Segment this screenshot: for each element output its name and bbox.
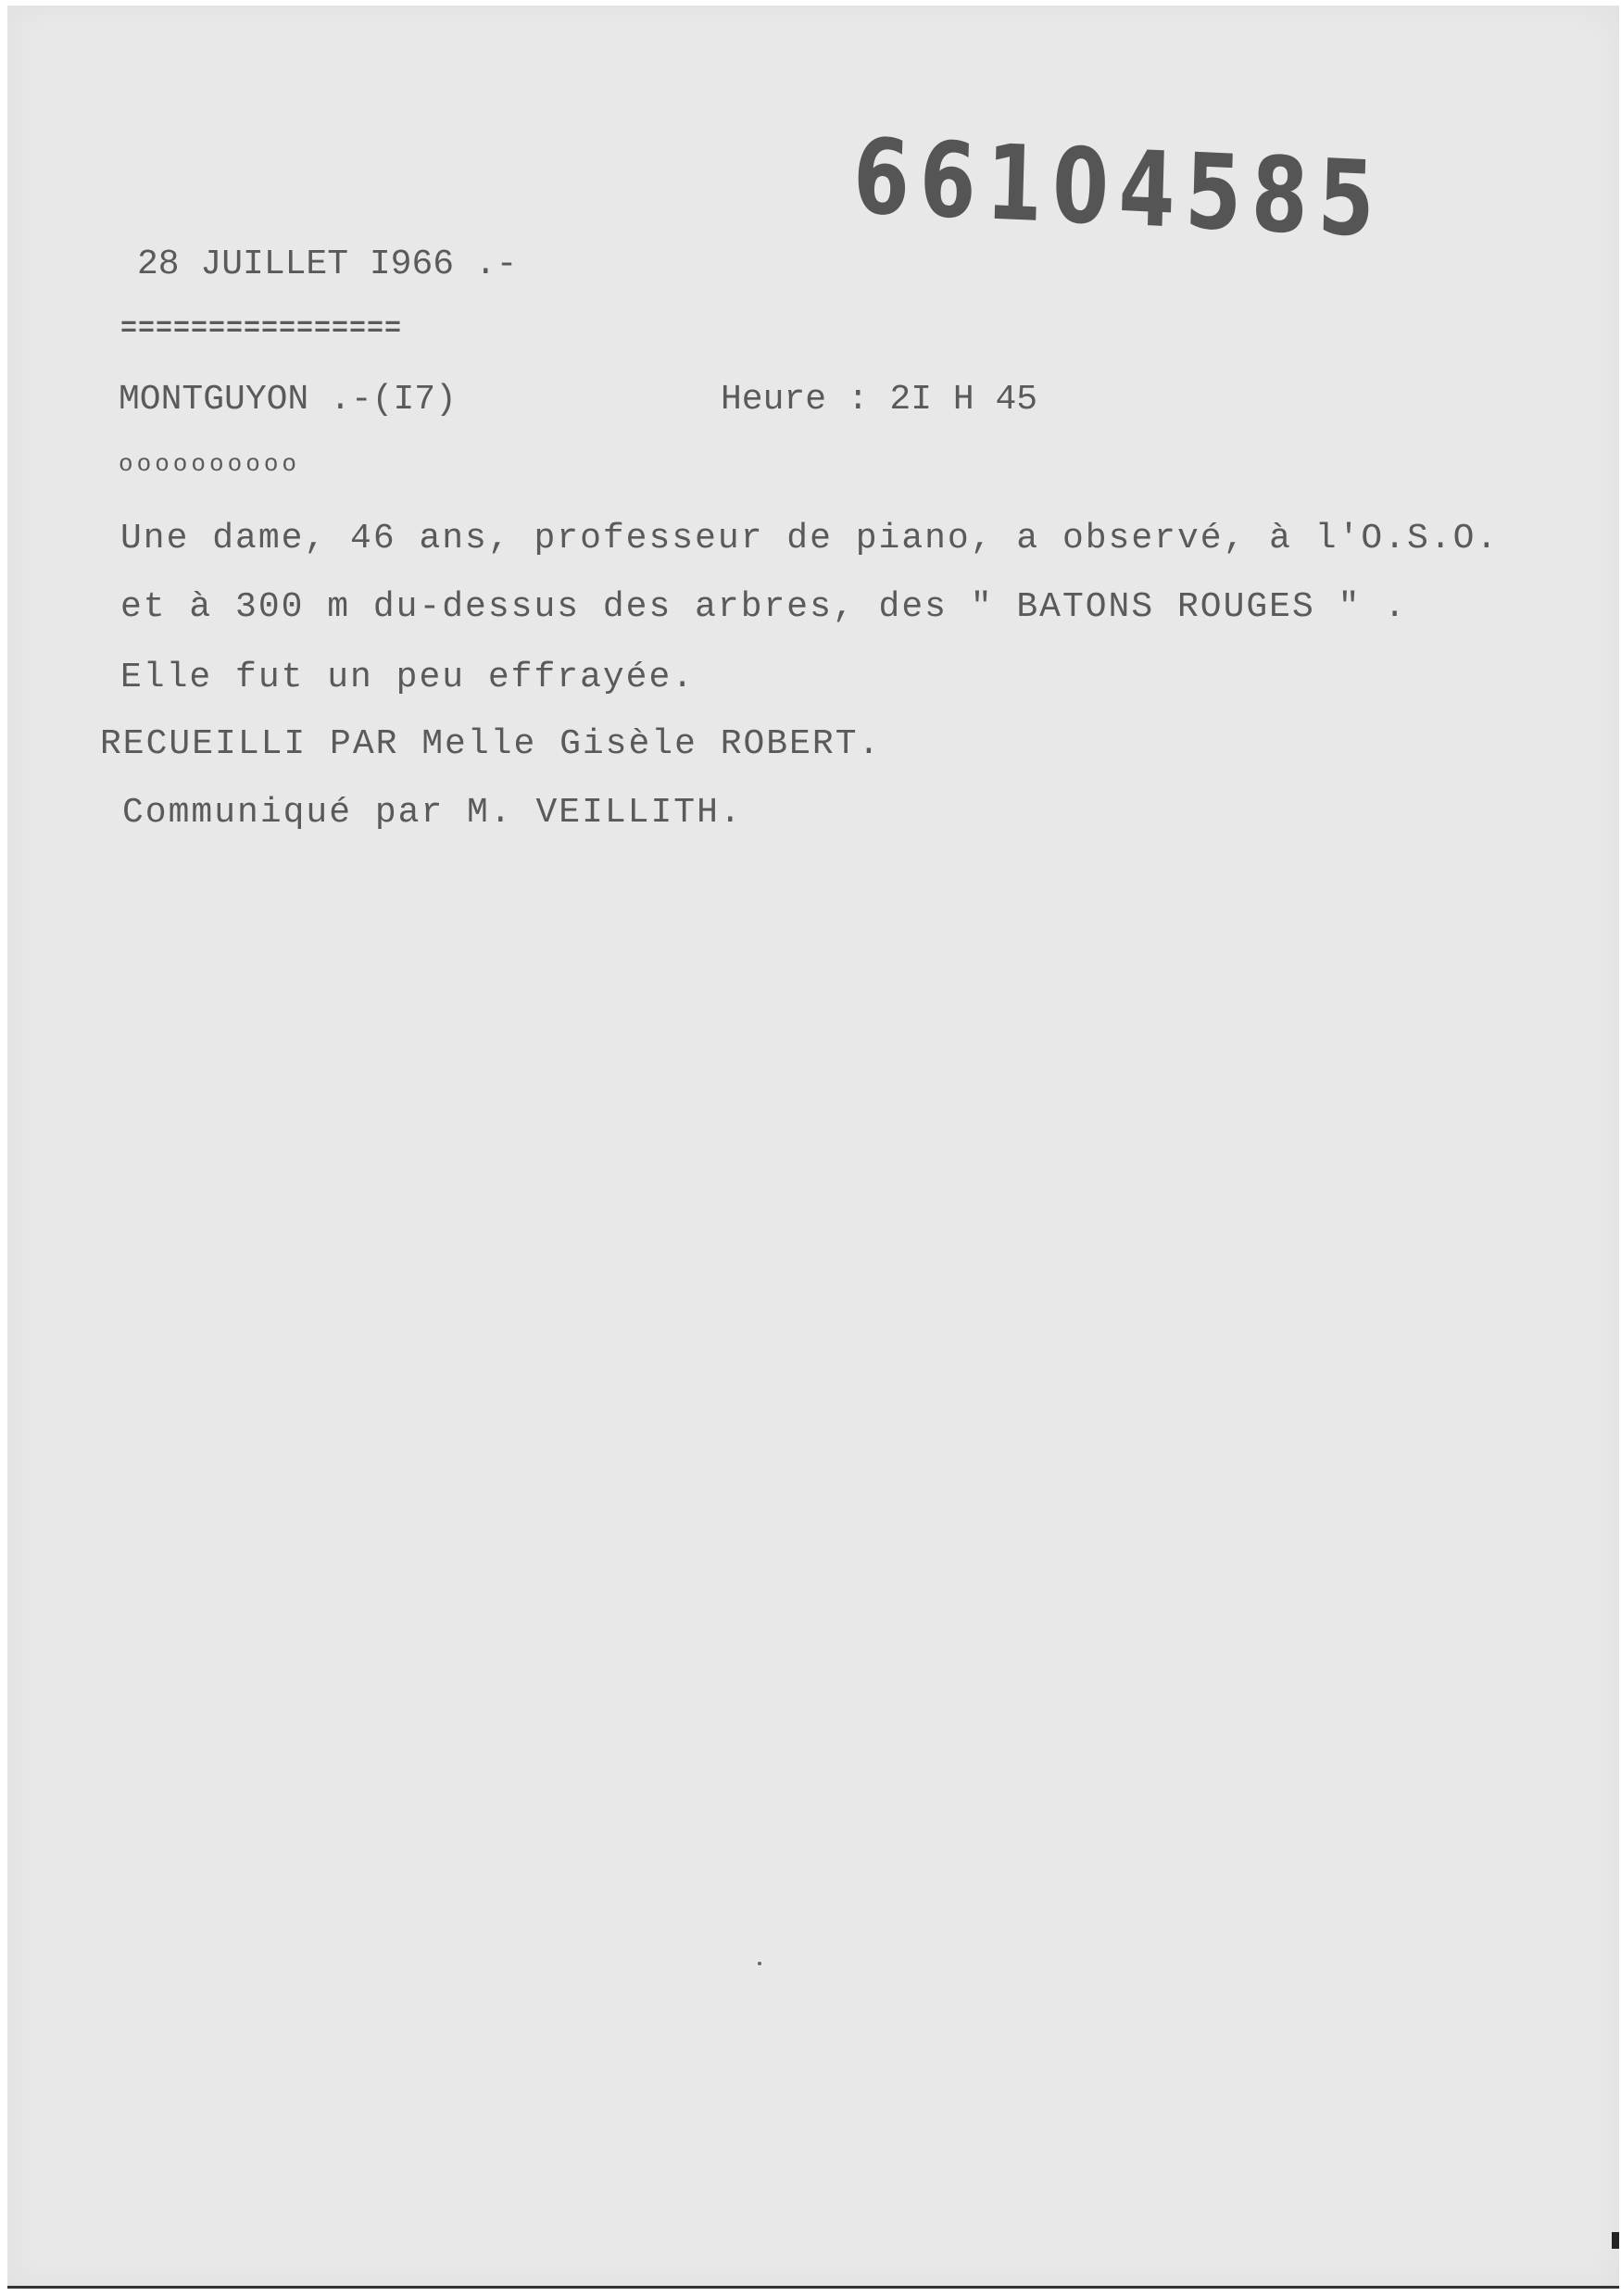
paper-speck [758,1962,761,1965]
recueilli-par: RECUEILLI PAR Melle Gisèle ROBERT. [100,724,882,764]
document-page [7,6,1619,2289]
body-line-1: Une dame, 46 ans, professeur de piano, a observé, à l'O.S.O. [120,519,1500,558]
page-bottom-edge [7,2286,1619,2289]
edge-mark [1612,2232,1619,2249]
report-hour: Heure : 2I H 45 [721,380,1038,420]
report-date: 28 JUILLET I966 .- [137,245,518,284]
place-underline: oooooooooo [119,450,301,478]
report-place: MONTGUYON .-(I7) [119,380,457,420]
stamp-number: 66104585 [851,117,1387,261]
body-line-2: et à 300 m du-dessus des arbres, des " BATONS ROUGES " . [120,587,1408,627]
communique-par: Communiqué par M. VEILLITH. [122,793,743,833]
body-line-3: Elle fut un peu effrayée. [120,658,696,697]
date-underline: ================ [120,313,403,345]
